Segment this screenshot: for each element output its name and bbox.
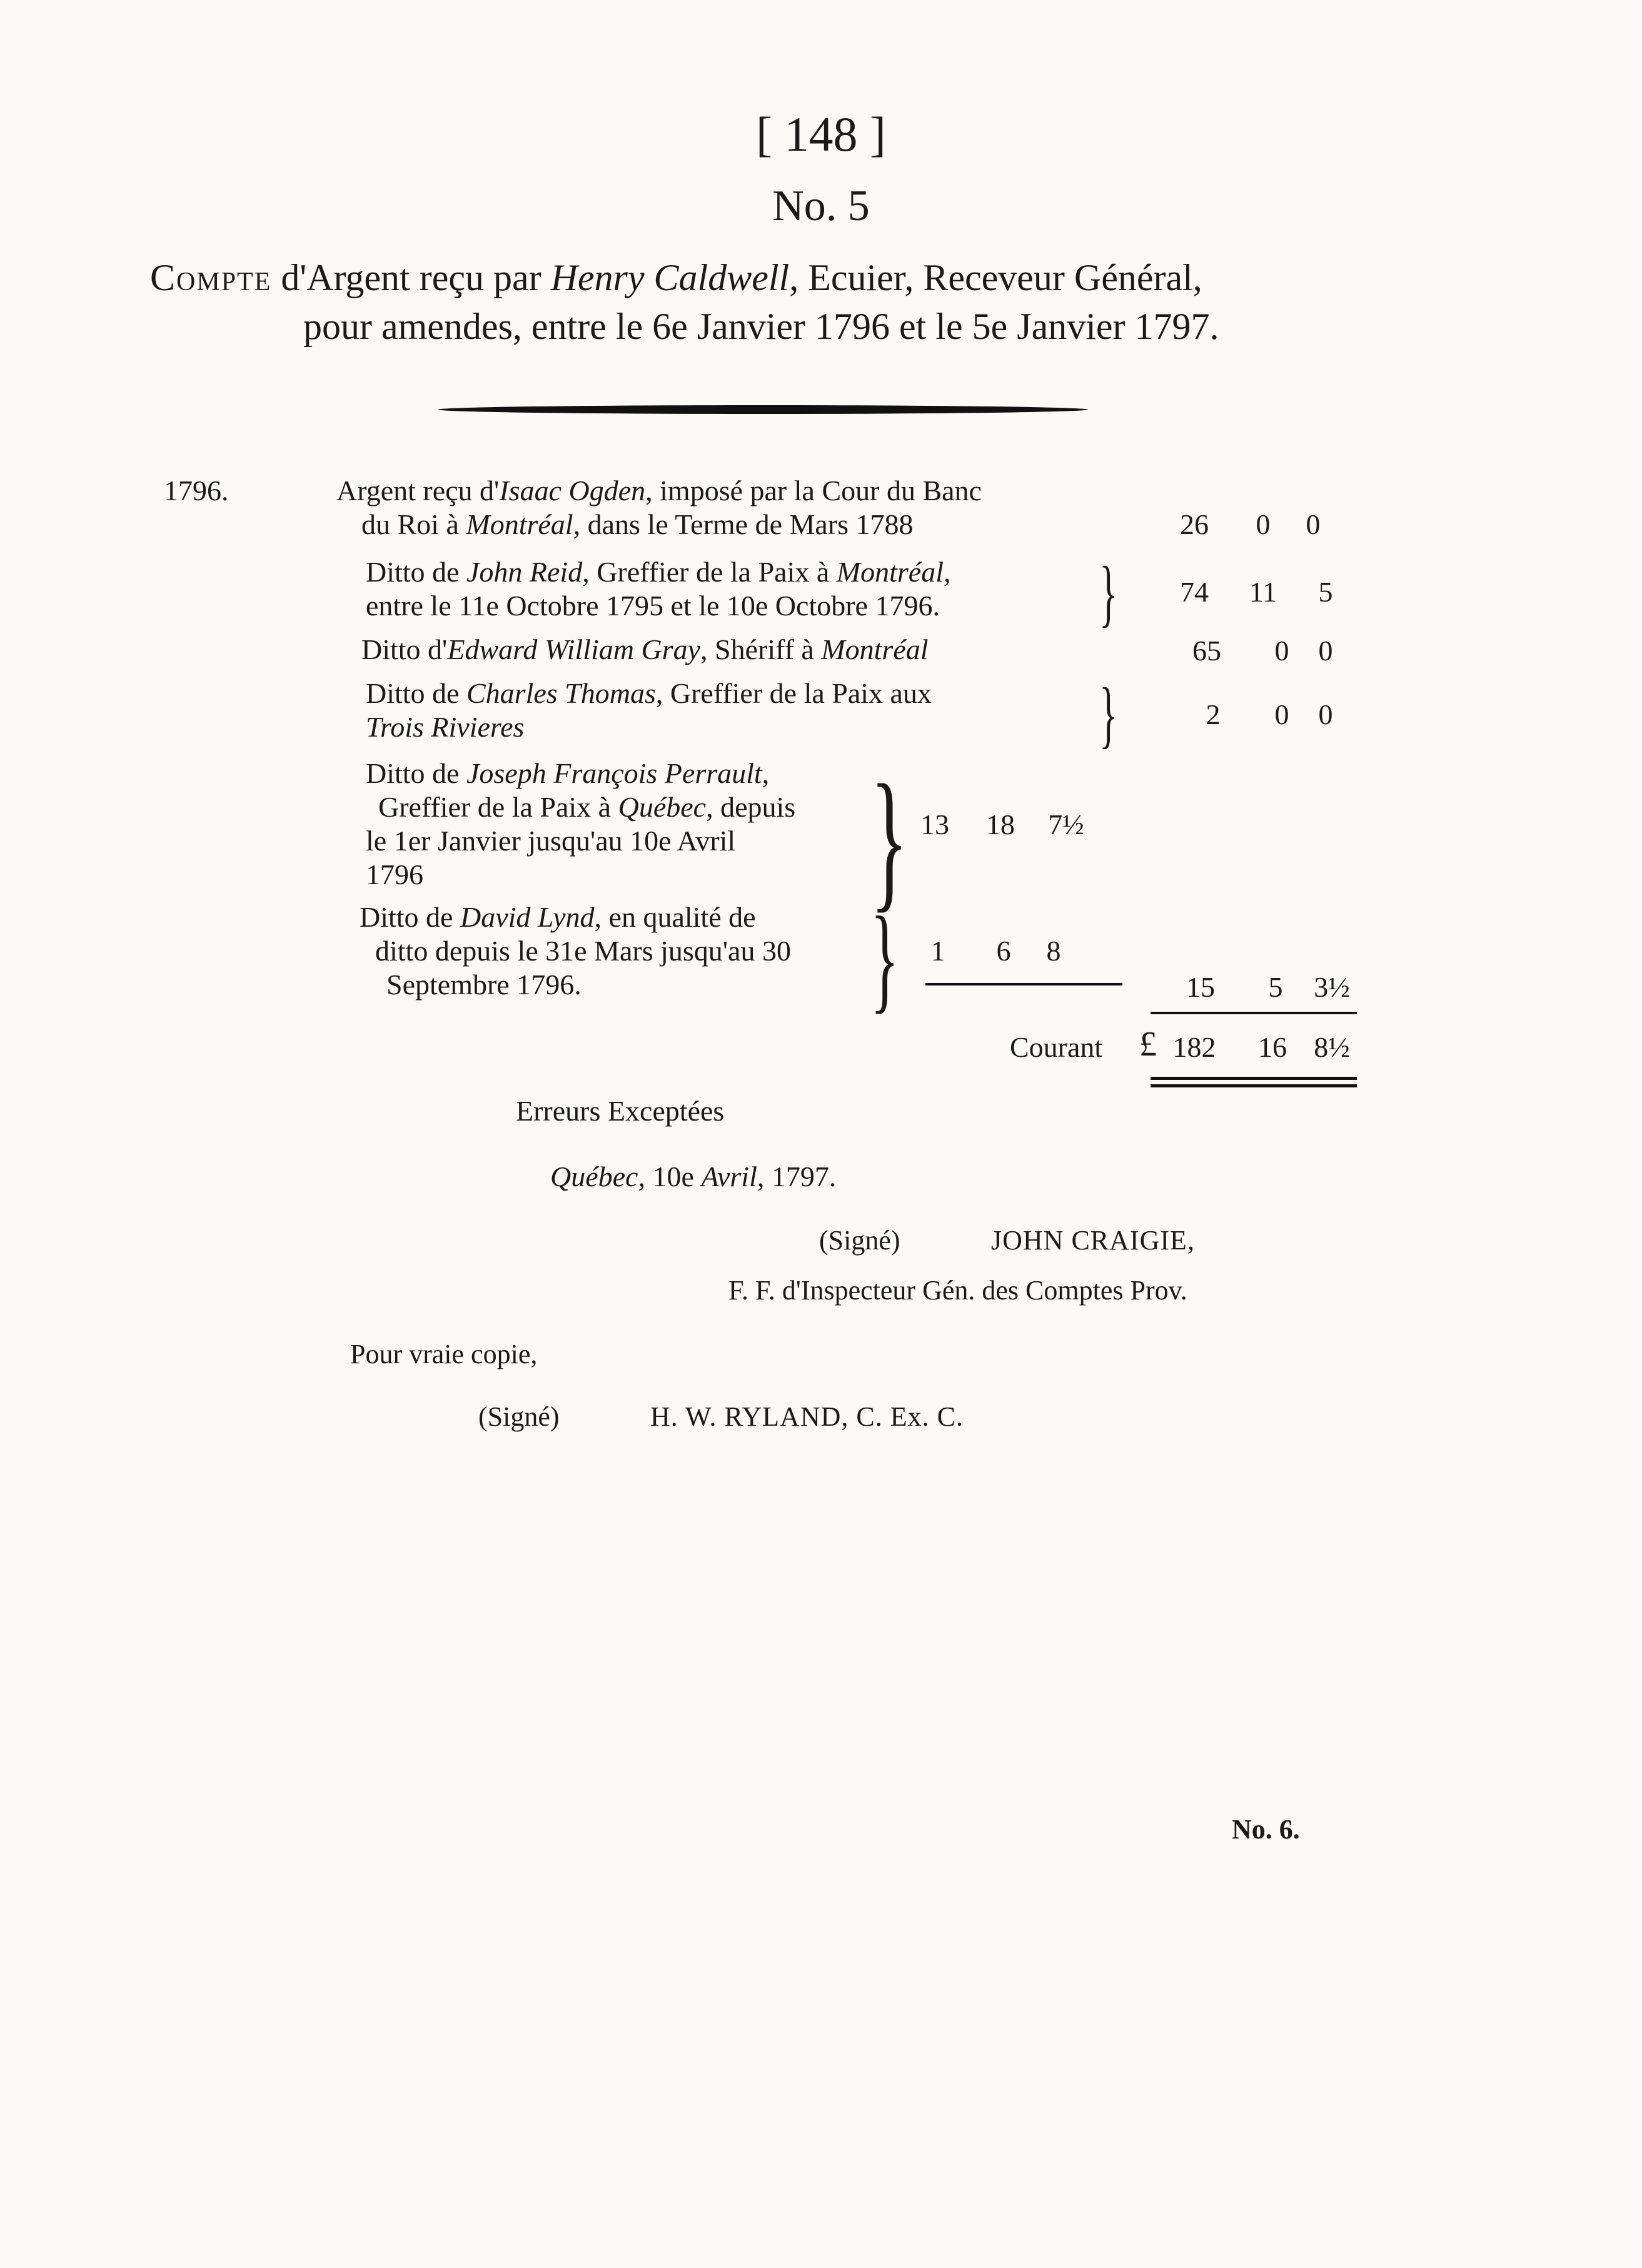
entry-text: Ditto de: [366, 677, 466, 709]
amount-pounds: 2: [1206, 698, 1221, 730]
place: Québec: [550, 1161, 638, 1192]
entry-text: Greffier de la Paix à: [378, 791, 618, 823]
amount-shillings: 11: [1249, 576, 1277, 608]
title-line-1: [150, 253, 1202, 302]
entry-text: Ditto d': [361, 633, 448, 665]
total-pence: 8½: [1314, 1031, 1350, 1063]
signatory-title: F. F. d'Inspecteur Gén. des Comptes Prov.: [728, 1275, 1187, 1306]
entry-text: , Greffier de la Paix à: [582, 556, 837, 588]
amount-pounds: 74: [1180, 576, 1209, 608]
date-text: , 10e: [638, 1161, 702, 1192]
entry-text: , Shériff à: [700, 633, 822, 665]
signed-label: (Signé): [819, 1225, 900, 1256]
entry-line: Septembre 1796.: [386, 969, 582, 1000]
entry-place: Montréal: [821, 633, 929, 665]
sum-line: [1151, 1012, 1357, 1014]
amount-pence: 7½: [1048, 809, 1084, 840]
amount-pence: 0: [1318, 635, 1333, 667]
entry-line: [366, 677, 932, 710]
title-line-2: pour amendes, entre le 6e Janvier 1796 et le 5e Janvier 1797.: [303, 306, 1219, 347]
entry-line: ditto depuis le 31e Mars jusqu'au 30: [375, 935, 791, 967]
entry-line: 1796: [366, 859, 423, 890]
entry-line: [361, 508, 914, 542]
amount-shillings: 0: [1274, 698, 1289, 730]
entry-text: , dans le Terme de Mars 1788: [573, 508, 914, 540]
brace: }: [1099, 672, 1117, 755]
amount-pounds: 1: [930, 935, 945, 967]
entry-text: , en qualité de: [594, 901, 756, 933]
entry-place: Québec: [618, 791, 707, 823]
place-date: [550, 1160, 836, 1194]
amount-pence: 8: [1046, 935, 1061, 967]
entry-text: Ditto de: [366, 757, 466, 789]
sum-line: [925, 983, 1122, 985]
title-name: Henry Caldwell: [550, 257, 790, 298]
title-text: d'Argent reçu par: [271, 257, 551, 298]
amount-pence: 5: [1318, 576, 1333, 608]
subtotal-shillings: 5: [1268, 971, 1283, 1003]
signed-label: (Signé): [478, 1401, 560, 1432]
total-double-rule: [1151, 1077, 1357, 1080]
brace: }: [1099, 551, 1117, 634]
entry-line: [366, 555, 951, 589]
total-pounds: 182: [1172, 1031, 1216, 1063]
amount-pounds: 13: [920, 809, 949, 840]
next-document-number: No. 6.: [1232, 1814, 1300, 1845]
page-number: [ 148 ]: [756, 107, 886, 161]
amount-pounds: 65: [1192, 635, 1221, 667]
currency-symbol: £: [1139, 1025, 1157, 1064]
signatory-name: JOHN CRAIGIE,: [991, 1225, 1195, 1256]
entry-name: David Lynd: [460, 901, 595, 933]
entry-place: Trois Rivieres: [366, 711, 525, 743]
amount-shillings: 0: [1274, 635, 1289, 667]
entry-text: Ditto de: [360, 901, 460, 933]
entry-line: [361, 633, 929, 667]
brace: }: [870, 893, 899, 1024]
entry-text: ,: [762, 757, 770, 789]
amount-pounds: 26: [1180, 508, 1209, 540]
total-double-rule: [1151, 1084, 1357, 1087]
entry-text: du Roi à: [361, 508, 466, 540]
entry-name: Isaac Ogden: [499, 475, 646, 507]
brace: }: [870, 753, 908, 926]
entry-place: Montréal,: [836, 556, 951, 588]
entry-text: , imposé par la Cour du Banc: [645, 475, 982, 507]
amount-pence: 0: [1318, 698, 1333, 730]
entry-place: Montréal: [466, 508, 573, 540]
entry-text: , depuis: [706, 791, 796, 823]
subtotal-pounds: 15: [1186, 971, 1215, 1003]
subtotal-pence: 3½: [1314, 971, 1350, 1003]
entry-line: [360, 900, 756, 934]
entry-name: John Reid: [466, 556, 583, 588]
copy-note: Pour vraie copie,: [350, 1339, 538, 1369]
entry-line: [336, 474, 982, 508]
title-lead: Compte: [150, 257, 272, 298]
entry-line: [366, 757, 769, 790]
entry-text: , Greffier de la Paix aux: [655, 677, 932, 709]
entry-text: Ditto de: [366, 556, 466, 588]
month: Avril: [701, 1161, 757, 1192]
signatory-name: H. W. RYLAND, C. Ex. C.: [650, 1401, 964, 1432]
total-shillings: 16: [1258, 1031, 1287, 1063]
date-text: , 1797.: [757, 1161, 837, 1192]
errors-excepted: Erreurs Exceptées: [516, 1095, 725, 1127]
entry-name: Joseph François Perrault: [466, 757, 762, 789]
year-label: 1796.: [164, 475, 229, 507]
title-text: , Ecuier, Receveur Général,: [789, 257, 1202, 298]
entry-name: Edward William Gray: [447, 633, 700, 665]
amount-shillings: 6: [996, 935, 1011, 967]
ornamental-rule: [438, 405, 1088, 414]
amount-shillings: 18: [986, 809, 1015, 840]
entry-line: [378, 790, 795, 824]
entry-text: Argent reçu d': [336, 475, 500, 507]
entry-line: le 1er Janvier jusqu'au 10e Avril: [366, 825, 736, 857]
total-label: Courant: [1010, 1031, 1103, 1063]
document-number: No. 5: [772, 182, 870, 230]
amount-pence: 0: [1306, 508, 1321, 540]
entry-line: entre le 11e Octobre 1795 et le 10e Octobre 1796.: [366, 590, 940, 622]
amount-shillings: 0: [1256, 508, 1271, 540]
entry-name: Charles Thomas: [466, 677, 656, 709]
